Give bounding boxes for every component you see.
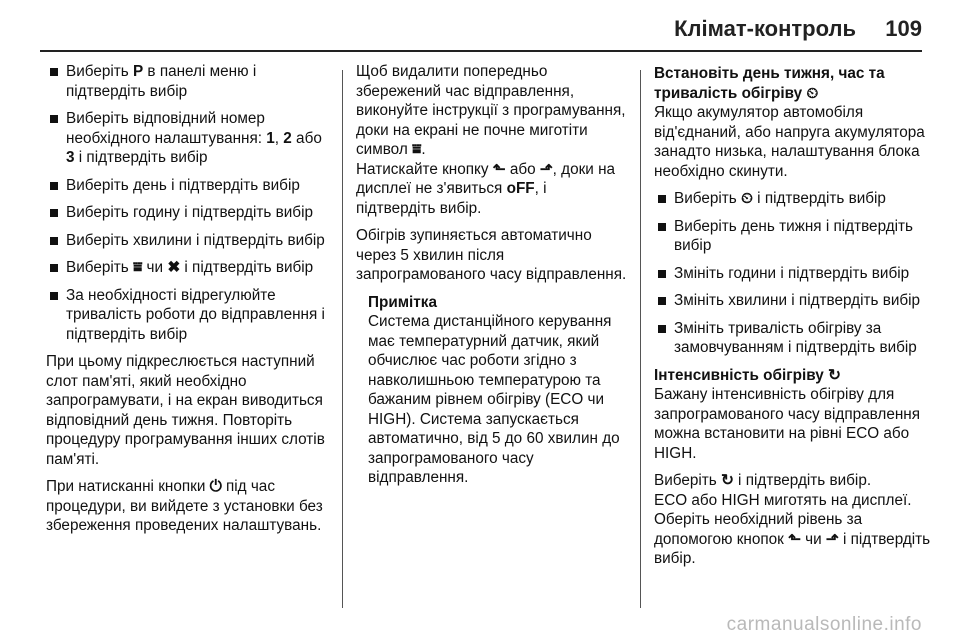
list-item-text: і підтвердіть вибір bbox=[74, 149, 208, 166]
paragraph-text: Щоб видалити попередньо збережений час відправлення, виконуйте інструкції з програмування, доки на екрані не почне миготіти символ bbox=[356, 63, 626, 158]
clock-icon: ⏲ bbox=[806, 84, 819, 102]
bullet-square bbox=[658, 270, 666, 278]
page-title: Клімат-контроль bbox=[674, 16, 856, 41]
bullet-square bbox=[50, 292, 58, 300]
arrow-right-button-icon: ⬏ bbox=[825, 530, 839, 548]
setting-number-1: 1 bbox=[266, 129, 275, 147]
paragraph-text: , доки на дисплеї не з'явиться bbox=[356, 160, 616, 197]
paragraph: При цьому підкреслюється наступний слот пам'яті, який необхідно запрограмувати, і на екран виводиться відповідний день тижня. Повторіть процедуру програмування інших слотів пам'яті. bbox=[46, 353, 325, 468]
paragraph-text: або bbox=[505, 160, 540, 178]
clock-icon: ⏲ bbox=[740, 190, 753, 207]
menu-key-p: P bbox=[132, 63, 144, 80]
list-item bbox=[46, 62, 328, 101]
paragraph-text: . bbox=[421, 141, 426, 158]
note-title: Примітка bbox=[368, 293, 437, 311]
column-divider-2 bbox=[640, 70, 641, 608]
setting-number-2: 2 bbox=[283, 129, 292, 147]
arrow-left-button-icon: ⬑ bbox=[492, 160, 506, 178]
intensity-icon: ↻ bbox=[827, 366, 841, 384]
paragraph-text: ECO або HIGH миготять на дисплеї. Оберіть необхідний рівень за допомогою кнопок bbox=[654, 491, 912, 548]
list-item-text: За необхідності відрегулюйте тривалість роботи до відправлення і підтвердіть вибір bbox=[66, 286, 325, 343]
list-item bbox=[46, 109, 328, 168]
column-3 bbox=[654, 62, 936, 608]
paragraph bbox=[356, 62, 628, 160]
paragraph bbox=[356, 160, 628, 219]
list-item bbox=[46, 203, 328, 223]
paragraph-text: Виберіть bbox=[654, 472, 721, 489]
list-item bbox=[654, 319, 936, 358]
list-item-text: і підтвердіть вибір bbox=[752, 190, 886, 207]
bullet-square bbox=[658, 223, 666, 231]
arrow-left-button-icon: ⬑ bbox=[788, 530, 801, 548]
list-item-text: Змініть години і підтвердіть вибір bbox=[674, 264, 910, 282]
list-item bbox=[654, 291, 936, 311]
heater-icon: ⩸ bbox=[412, 141, 422, 158]
list-item-text: Виберіть відповідний номер необхідного налаштування: bbox=[66, 110, 267, 147]
bullet-square bbox=[658, 297, 666, 305]
bullet-square bbox=[50, 182, 58, 190]
note-text: Система дистанційного керування має температурний датчик, який обчислює час роботи згідно з навколишньою температурою та бажаним рівнем обігріву (ECO чи HIGH). Система запускається автоматично, від 5 до 60 хвилин до запрограмованого часу відправлення. bbox=[368, 313, 620, 486]
list-item-text: Змініть хвилини і підтвердіть вибір bbox=[674, 292, 921, 309]
list-item bbox=[654, 217, 936, 256]
list-item bbox=[46, 258, 328, 278]
paragraph bbox=[654, 491, 936, 569]
list-item-text: чи bbox=[142, 259, 168, 276]
arrow-right-button-icon: ⬏ bbox=[539, 160, 553, 178]
section-heading bbox=[654, 64, 936, 103]
column-1 bbox=[46, 62, 328, 608]
paragraph-text: , і підтвердіть вибір. bbox=[356, 180, 547, 217]
paragraph-text: і підтвердіть вибір. bbox=[654, 530, 931, 567]
list-item bbox=[46, 286, 328, 345]
ventilation-fan-icon: ✖ bbox=[167, 259, 181, 276]
bullet-square bbox=[50, 209, 58, 217]
list-item-text: Виберіть bbox=[674, 190, 741, 207]
bullet-square bbox=[50, 68, 58, 76]
bullet-square bbox=[50, 237, 58, 245]
bullet-square bbox=[658, 325, 666, 333]
watermark: carmanualsonline.info bbox=[726, 614, 922, 635]
column-divider-1 bbox=[342, 70, 343, 608]
page-number: 109 bbox=[885, 16, 922, 41]
list-item-text: , bbox=[274, 129, 284, 147]
paragraph-text: При натисканні кнопки bbox=[46, 478, 210, 495]
setting-number-3: 3 bbox=[66, 149, 75, 166]
paragraph bbox=[46, 477, 328, 536]
paragraph: Обігрів зупиняється автоматично через 5 хвилин після запрограмованого часу відправлення. bbox=[356, 227, 627, 283]
paragraph: Бажану інтенсивність обігріву для запрограмованого часу відправлення можна встановити на рівні ECO або HIGH. bbox=[654, 386, 921, 462]
section-heading-text: Встановіть день тижня, час та тривалість обігріву bbox=[654, 65, 885, 102]
paragraph-text: чи bbox=[800, 530, 826, 548]
list-item bbox=[46, 176, 328, 196]
list-item-text: в панелі меню і підтвердіть вибір bbox=[66, 63, 257, 100]
list-item-text: Виберіть хвилини і підтвердіть вибір bbox=[66, 231, 325, 249]
heater-icon: ⩸ bbox=[132, 259, 143, 276]
list-item-text: або bbox=[291, 129, 322, 147]
page-header bbox=[0, 0, 960, 52]
list-item-text: Виберіть bbox=[66, 259, 133, 276]
list-item-text: і підтвердіть вибір bbox=[180, 259, 314, 276]
note-box bbox=[356, 293, 628, 488]
list-item-text: Змініть тривалість обігріву за замовчуванням і підтвердіть вибір bbox=[674, 319, 917, 356]
section-heading bbox=[654, 366, 936, 386]
section-heading-text: Інтенсивність обігріву bbox=[654, 366, 824, 384]
list-item-text: Виберіть bbox=[66, 63, 133, 80]
paragraph-text: Натискайте кнопку bbox=[356, 160, 493, 178]
paragraph-text: під час процедури, ви вийдете з установки без збереження проведених налаштувань. bbox=[46, 478, 323, 534]
header-divider bbox=[40, 50, 922, 52]
paragraph: Якщо акумулятор автомобіля від'єднаний, або напруга акумулятора занадто низька, налаштування блока необхідно скинути. bbox=[654, 104, 925, 180]
list-item-text: Виберіть годину і підтвердіть вибір bbox=[66, 204, 313, 221]
paragraph bbox=[654, 471, 936, 491]
steps-list bbox=[654, 189, 936, 358]
column-2 bbox=[356, 62, 628, 608]
bullet-square bbox=[50, 264, 58, 272]
paragraph-text: і підтвердіть вибір. bbox=[733, 472, 872, 489]
list-item bbox=[654, 189, 936, 209]
list-item-text: Виберіть день і підтвердіть вибір bbox=[66, 176, 300, 194]
intensity-icon: ↻ bbox=[720, 472, 734, 489]
steps-list bbox=[46, 62, 328, 344]
list-item-text: Виберіть день тижня і підтвердіть вибір bbox=[674, 217, 914, 254]
power-icon: ⏻ bbox=[209, 478, 222, 495]
bullet-square bbox=[50, 115, 58, 123]
off-display-text: oFF bbox=[506, 180, 535, 197]
list-item bbox=[654, 264, 936, 284]
list-item bbox=[46, 231, 328, 251]
bullet-square bbox=[658, 195, 666, 203]
